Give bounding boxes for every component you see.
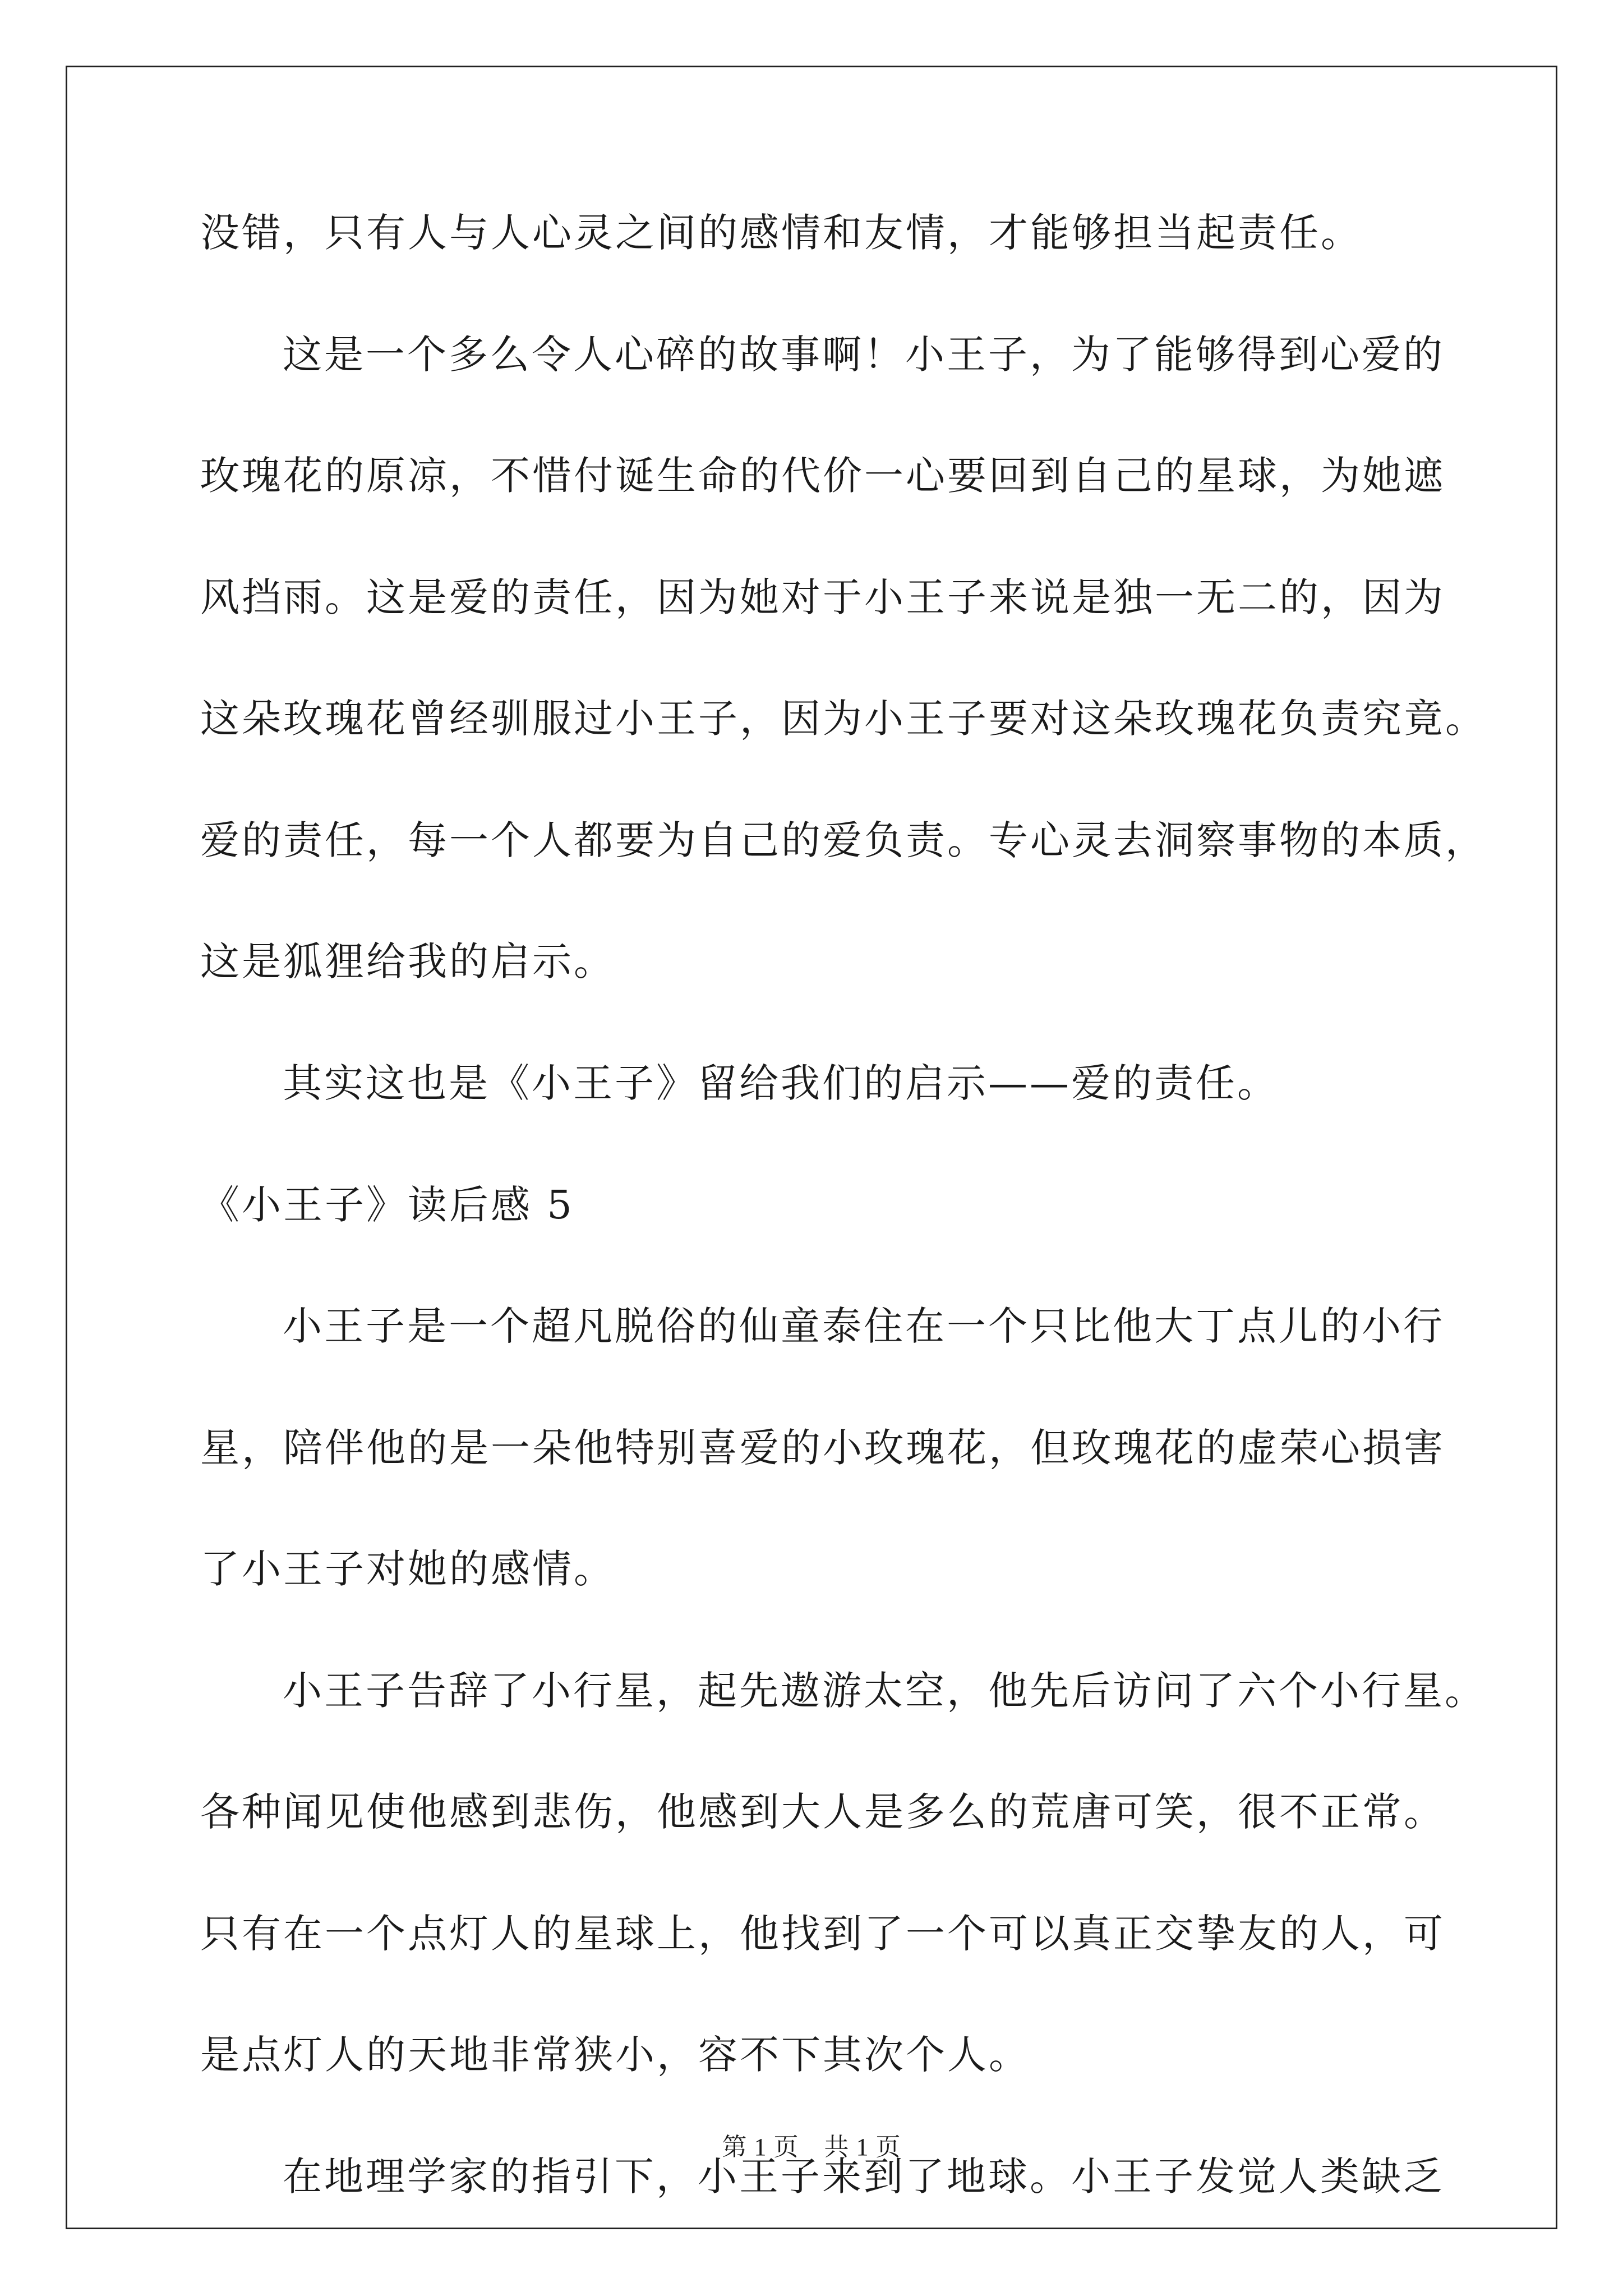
text-line: 爱的责任，每一个人都要为自己的爱负责。专心灵去洞察事物的本质， xyxy=(200,817,1487,863)
text-line: 是点灯人的天地非常狭小，容不下其次个人。 xyxy=(200,2032,1030,2078)
text-line: 各种闻见使他感到悲伤，他感到大人是多么的荒唐可笑，很不正常。 xyxy=(200,1789,1445,1835)
paragraph-first-line: 其实这也是《小王子》留给我们的启示——爱的责任。 xyxy=(283,1060,1279,1106)
text-line: 只有在一个点灯人的星球上，他找到了一个可以真正交挚友的人，可 xyxy=(200,1911,1445,1957)
section-heading: 《小王子》读后感 5 xyxy=(200,1182,574,1228)
text-line: 星，陪伴他的是一朵他特别喜爱的小玫瑰花，但玫瑰花的虚荣心损害 xyxy=(200,1425,1445,1471)
paragraph-first-line: 这是一个多么令人心碎的故事啊！小王子，为了能够得到心爱的 xyxy=(283,332,1445,378)
text-line: 这朵玫瑰花曾经驯服过小王子，因为小王子要对这朵玫瑰花负责究竟。 xyxy=(200,696,1487,742)
paragraph-first-line: 小王子是一个超凡脱俗的仙童泰住在一个只比他大丁点儿的小行 xyxy=(283,1303,1445,1349)
paragraph-first-line: 在地理学家的指引下，小王子来到了地球。小王子发觉人类缺乏 xyxy=(283,2154,1445,2200)
text-line: 了小王子对她的感情。 xyxy=(200,1546,615,1592)
page-footer: 第 1 页 共 1 页 xyxy=(722,2133,901,2161)
text-line: 没错，只有人与人心灵之间的感情和友情，才能够担当起责任。 xyxy=(200,210,1362,256)
paragraph-first-line: 小王子告辞了小行星，起先遨游太空，他先后访问了六个小行星。 xyxy=(283,1668,1486,1714)
page-border xyxy=(66,66,1557,2229)
text-line: 风挡雨。这是爱的责任，因为她对于小王子来说是独一无二的，因为 xyxy=(200,574,1445,620)
text-line: 玫瑰花的原凉，不惜付诞生命的代价一心要回到自己的星球，为她遮 xyxy=(200,453,1445,499)
text-line: 这是狐狸给我的启示。 xyxy=(200,938,615,984)
